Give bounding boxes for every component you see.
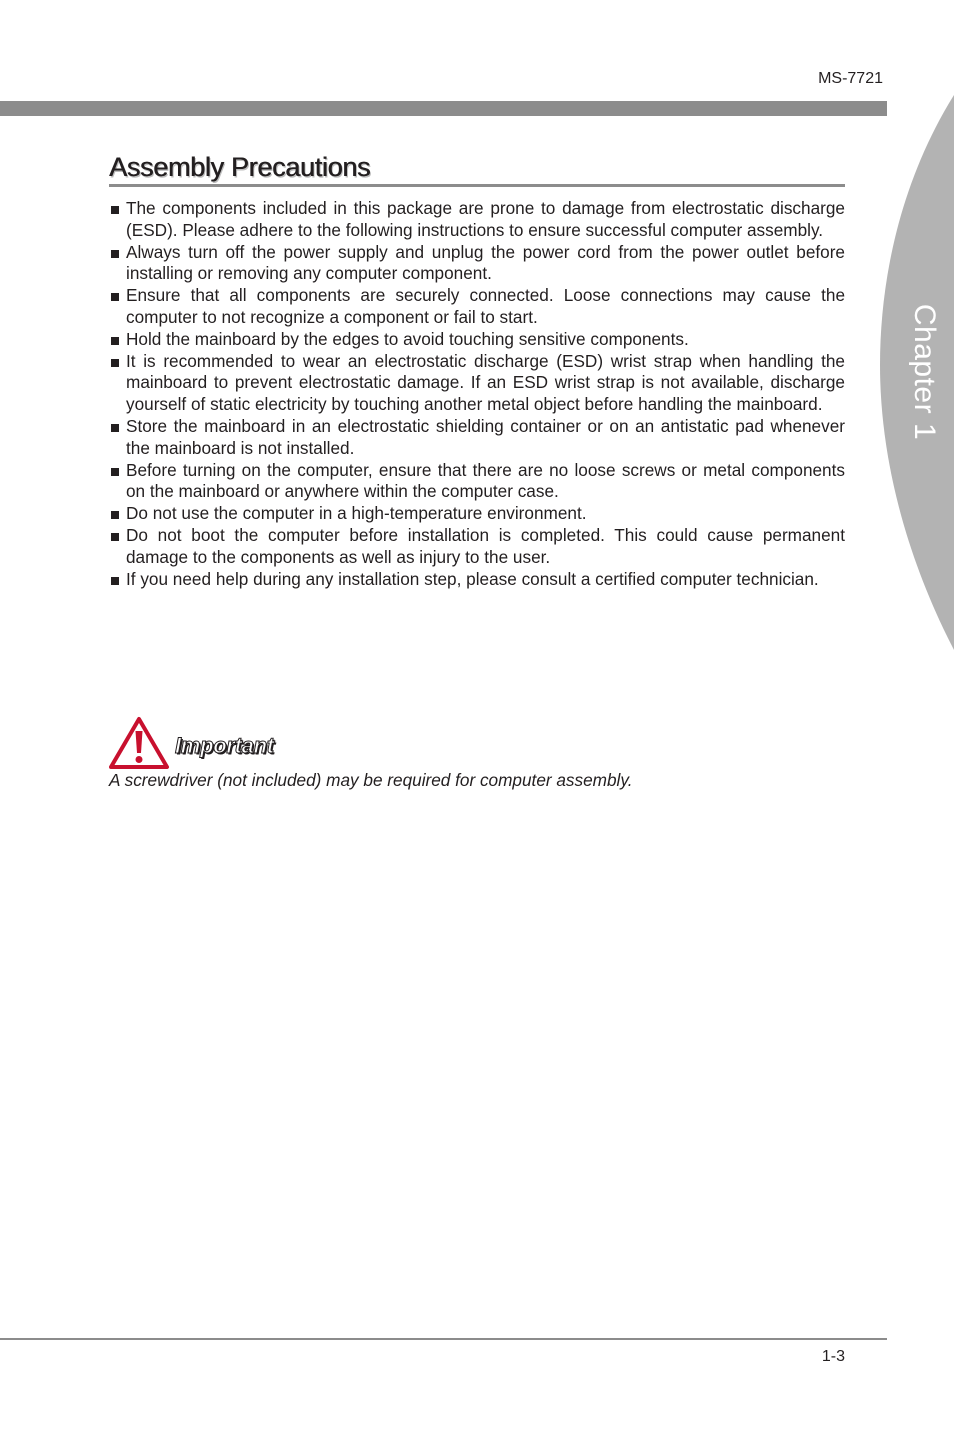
list-item: Ensure that all components are securely connected. Loose connections may cause the computer to not recognize a component or fail to start. <box>109 285 845 329</box>
list-item: Do not boot the computer before installation is completed. This could cause permanent damage to the components as well as injury to the user. <box>109 525 845 569</box>
list-item: The components included in this package are prone to damage from electrostatic discharge (ESD). Please adhere to the following instructions to ensure successful computer assembly. <box>109 198 845 242</box>
list-item: Store the mainboard in an electrostatic shielding container or on an antistatic pad whenever the mainboard is not installed. <box>109 416 845 460</box>
title-underline <box>109 184 845 187</box>
section-title: Assembly Precautions <box>109 152 371 182</box>
model-number: MS-7721 <box>818 70 883 87</box>
list-item: Do not use the computer in a high-temperature environment. <box>109 503 845 525</box>
list-item: Hold the mainboard by the edges to avoid touching sensitive components. <box>109 329 845 351</box>
list-item: Always turn off the power supply and unplug the power cord from the power outlet before installing or removing any computer component. <box>109 242 845 286</box>
footer-rule <box>0 1338 887 1340</box>
important-note: A screwdriver (not included) may be required for computer assembly. <box>109 770 633 790</box>
precautions-list <box>109 198 845 590</box>
important-label: Important <box>175 733 274 758</box>
list-item: It is recommended to wear an electrostatic discharge (ESD) wrist strap when handling the mainboard to prevent electrostatic damage. If an ESD wrist strap is not available, discharge yourself of static electricity by touching another metal object before handling the mainboard. <box>109 351 845 416</box>
header-bar <box>0 101 887 116</box>
list-item: If you need help during any installation step, please consult a certified computer technician. <box>109 569 845 591</box>
chapter-label: Chapter 1 <box>908 303 941 441</box>
page-number: 1-3 <box>821 1348 845 1365</box>
list-item: Before turning on the computer, ensure that there are no loose screws or metal components on the mainboard or anywhere within the computer case. <box>109 460 845 504</box>
warning-triangle-icon <box>108 716 170 770</box>
